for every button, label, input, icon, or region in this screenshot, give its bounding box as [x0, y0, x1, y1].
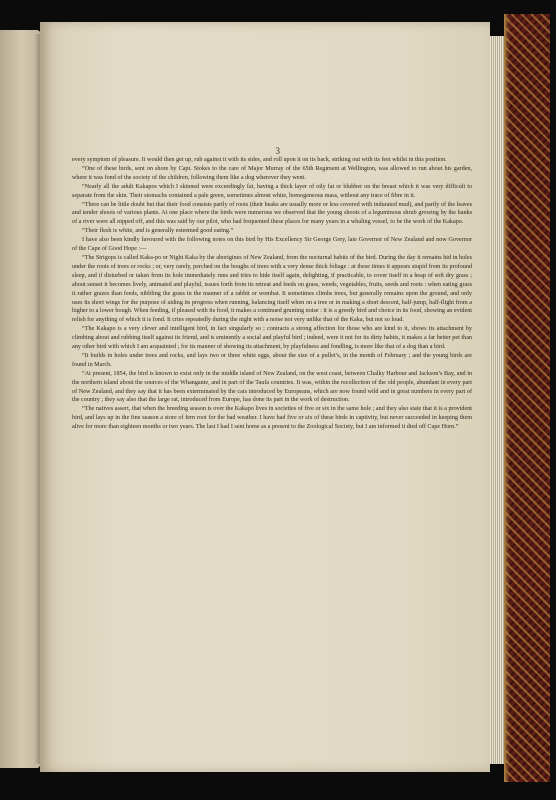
paragraph: “The natives assert, that when the breeding season is over the Kakapo lives in societies of five or six in the same hole ; and they also state that it is a provident bird, and lays up in the fine season a store of fern root for the bad weather. I have had five or six of these birds in captivity, but never succeeded in keeping them alive for more than eighteen months or two years. The last I had I sent home as a present to the Zoological Society, but I am informed it died off Cape Horn.”	[72, 406, 472, 431]
body-text	[72, 156, 472, 432]
paragraph: every symptom of pleasure. It would then get up, rub against it with its sides, and roll upon it on its back, striking out with its feet whilst in this position.	[72, 157, 447, 163]
paragraph: “Their flesh is white, and is generally esteemed good eating.”	[82, 228, 234, 235]
page-number: 3	[275, 146, 281, 156]
paragraph: “It builds in holes under trees and rocks, and lays two or three white eggs, about the size of a pullet’s, in the month of February ; and the young birds are found in March.	[72, 352, 472, 368]
paragraph: “The Kakapo is a very clever and intelligent bird, in fact singularly so ; contracts a strong affection for those who are kind to it, shows its attachment by climbing about and rubbing itself against its friend, and is eminently a social and playful bird ; indeed, were it not for its dirty habits, it makes a far better pet than any other bird with which I am acquainted ; for its manner of showing its attachment, by playfulness and fondling, is more like that of a dog than a bird.	[72, 326, 472, 351]
paragraph: “Nearly all the adult Kakapos which I skinned were exceedingly fat, having a thick layer of oily fat or blubber on the breast which it was very difficult to separate from the skin. Their stomachs contained a pale green, sometimes almost white, homogeneous mass, without any trace of fibre in it.	[72, 183, 472, 199]
paragraph: “There can be little doubt but that their food consists partly of roots (their beaks are usually more or less covered with indurated mud), and partly of the leaves and tender shoots of various plants. At one place where the birds were numerous we observed that the young shoots of a leguminous shrub growing by the banks of a river were all nipped off, and this was said by our pilot, who had frequented these places for many years in a whaling vessel, to be the work of the Kakapo.	[72, 201, 472, 226]
paragraph: I have also been kindly favoured with the following notes on this bird by His Excellency Sir George Grey, late Governor of New Zealand and now Governor of the Cape of Good Hope :—	[72, 237, 472, 253]
marbled-cover-board	[504, 14, 550, 782]
gilt-edge	[504, 14, 510, 782]
paragraph: “The Strigops is called Kaka-po or Night Kaka by the aborigines of New Zealand, from the nocturnal habits of the bird. During the day it remains hid in holes under the roots of trees or rocks ; or, very rarely, perched on the boughs of trees with a very dense thick foliage : at these times it appears stupid from its profound sleep, and if disturbed or taken from its hole immediately runs and tries to hide itself again, delighting, if practicable, to cover itself in a heap of soft dry grass ; about sunset it becomes lively, animated and playful, issues forth from its retreat and feeds on grass, weeds, vegetables, fruits, seeds and roots : when eating grass it rather grazes than feeds, nibbling the grass in the manner of a rabbit or wombat. It sometimes climbs trees, but generally remains upon the ground, and only uses its short wings for the purpose of aiding its progress when running, balancing itself when on a tree or in making a short descent, half-jump, half-flight from a higher to a lower bough. When feeding, if pleased with its food, it makes a continued grunting noise : it is a greedy bird and choice in its food, showing an evident relish for anything of which it is fond. It cries repeatedly during the night with a noise not very unlike that of the Kaka, but not so loud.	[72, 254, 472, 324]
paragraph: “One of these birds, sent on shore by Capt. Stokes to the care of Major Murray of the 65th Regiment at Wellington, was allowed to run about his garden, where it was fond of the society of the children, following them like a dog wherever they went.	[72, 165, 472, 181]
paragraph: “At present, 1854, the bird is known to exist only in the middle island of New Zealand, on the west coast, between Chalky Harbour and Jackson’s Bay, and in the northern island about the sources of the Whanganie, and in part of the Taufa countries. It was, within the recollection of the old people, abundant in every part of New Zealand, and they say that it has been exterminated by the cats introduced by Europeans, which are now found wild and in great numbers in every part of the country ; they say also that the large rat, introduced from Europe, has done its part in the work of destruction.	[72, 370, 472, 404]
